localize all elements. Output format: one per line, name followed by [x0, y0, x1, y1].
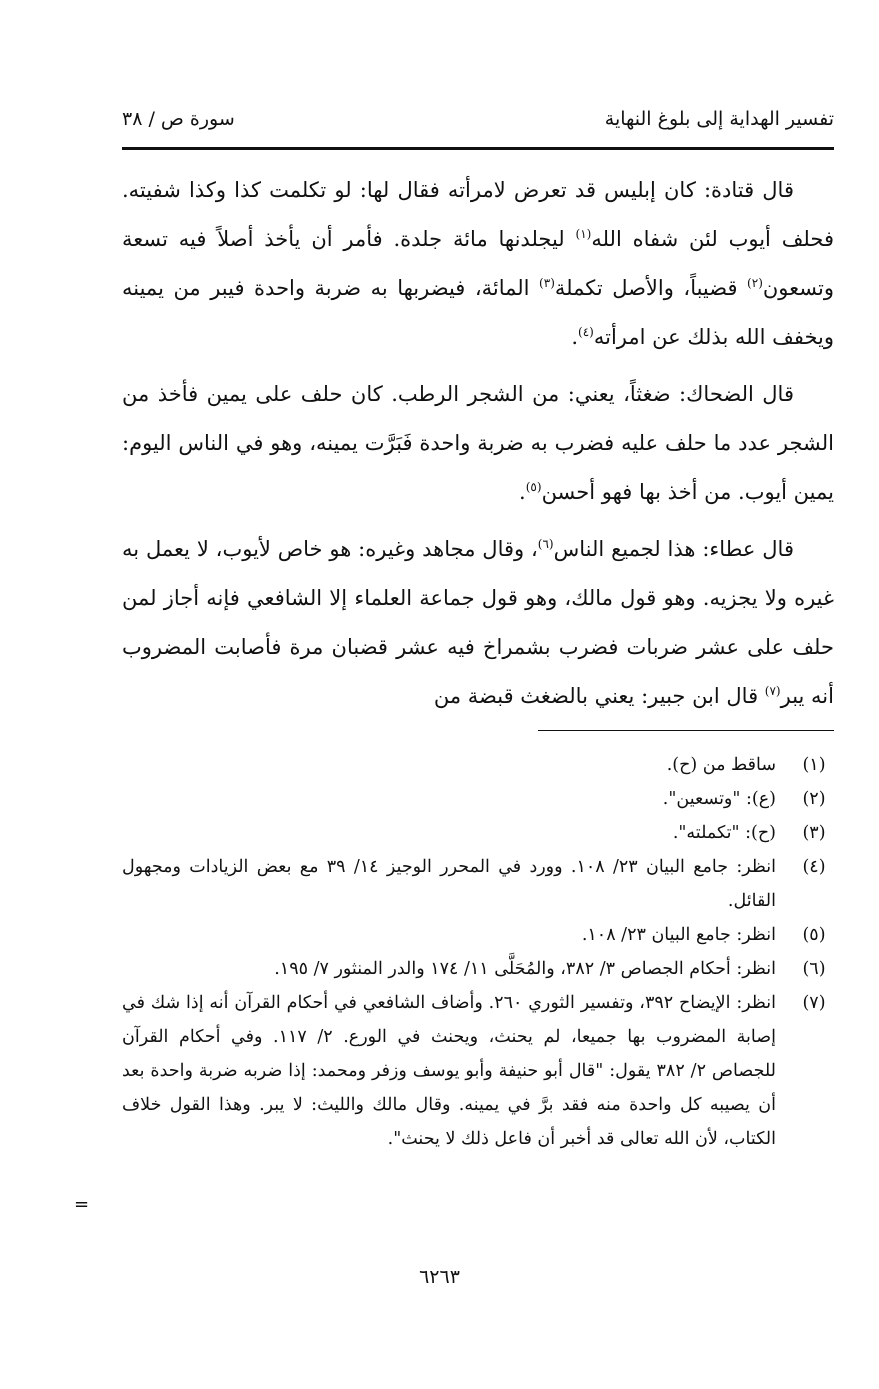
footnote-number: (١)	[802, 755, 826, 775]
header-rule	[122, 147, 834, 150]
footnote-number: (٤)	[802, 857, 826, 877]
footnote-text: (ع): "وتسعين".	[662, 789, 776, 809]
text-run: قال الضحاك: ضغثاً، يعني: من الشجر الرطب. كان حلف على يمين فأخذ من الشجر عدد ما حلف عليه فضرب به ضربة واحدة فَبَرَّت يمينه، وهو في الناس اليوم: يمين أيوب. من أخذ بها فهو أحسن	[122, 382, 834, 504]
footnote	[122, 952, 834, 986]
footnote-text: (ح): "تكملته".	[672, 823, 776, 843]
continuation-mark: =	[74, 1194, 90, 1215]
paragraph	[122, 525, 834, 721]
footnote	[122, 782, 834, 816]
footnote-text: ساقط من (ح).	[666, 755, 776, 775]
footnote-text: انظر: جامع البيان ٢٣/ ١٠٨.	[581, 925, 776, 945]
text-run: المائة، فيضربها به ضربة واحدة فيبر من يمينه ويخفف الله بذلك عن امرأته	[122, 276, 834, 349]
footnote-number: (٦)	[802, 959, 826, 979]
footnote-separator	[538, 730, 834, 731]
text-run: قضيباً، والأصل تكملة	[554, 276, 748, 300]
footnote	[122, 748, 834, 782]
footnote-ref: (٢)	[747, 276, 763, 290]
text-run: .	[571, 325, 579, 349]
footnote-number: (٢)	[802, 789, 826, 809]
footnote	[122, 816, 834, 850]
paragraph	[122, 370, 834, 517]
text-run: قال عطاء: هذا لجميع الناس	[553, 537, 794, 561]
text-run: ليجلدنها مائة جلدة. فأمر أن يأخذ أصلاً فيه تسعة وتسعون	[122, 227, 834, 300]
page-number: ٦٢٦٣	[419, 1266, 460, 1288]
text-run: قال قتادة: كان إبليس قد تعرض لامرأته فقال لها: لو تكلمت كذا وكذا شفيته. فحلف أيوب لئن شفاه الله	[122, 178, 834, 251]
footnote-text: انظر: جامع البيان ٢٣/ ١٠٨. وورد في المحرر الوجيز ١٤/ ٣٩ مع بعض الزيادات ومجهول القائل.	[122, 857, 776, 911]
footnote-text: انظر: الإيضاح ٣٩٢، وتفسير الثوري ٢٦٠. وأضاف الشافعي في أحكام القرآن أنه إذا شك في إصابة المضروب بها جميعا، لم يحنث، ويحنث في الورع. ٢/ ١١٧. وفي أحكام القرآن للجصاص ٢/ ٣٨٢ يقول: "قال أبو حنيفة وأبو يوسف وزفر ومحمد: إذا ضربه ضربة واحدة بعد أن يصيبه كل واحدة منه فقد برَّ في يمينه. وقال مالك والليث: لا يبر. وهذا القول خلاف الكتاب، لأن الله تعالى قد أخبر أن فاعل ذلك لا يحنث".	[122, 993, 776, 1149]
footnote	[122, 850, 834, 918]
footnote-number: (٧)	[802, 993, 826, 1013]
footnote-ref: (٤)	[578, 325, 594, 339]
footnote-number: (٣)	[802, 823, 826, 843]
text-run: ، وقال مجاهد وغيره: هو خاص لأيوب، لا يعمل به غيره ولا يجزيه. وهو قول مالك، وهو قول جماعة العلماء إلا الشافعي فإنه أجاز لمن حلف على عشر ضربات فضرب بشمراخ فيه عشر قضبان مرة فأصابت المضروب أنه يبر	[122, 537, 834, 708]
footnote	[122, 986, 834, 1156]
text-run: قال ابن جبير: يعني بالضغث قبضة من	[433, 684, 765, 708]
surah-page-label: سورة ص / ٣٨	[122, 108, 235, 130]
footnotes-list	[122, 748, 834, 1156]
footnote-ref: (٣)	[539, 276, 555, 290]
footnote-text: انظر: أحكام الجصاص ٣/ ٣٨٢، والمُحَلَّى ١١/ ١٧٤ والدر المنثور ٧/ ١٩٥.	[274, 959, 776, 979]
paragraph	[122, 166, 834, 362]
running-header	[122, 108, 834, 142]
book-title: تفسير الهداية إلى بلوغ النهاية	[604, 108, 834, 130]
text-run: .	[519, 480, 526, 504]
footnote-ref: (٦)	[537, 537, 554, 551]
footnote-ref: (١)	[575, 227, 592, 241]
footnote-number: (٥)	[802, 925, 826, 945]
main-text	[122, 166, 834, 729]
footnote-ref: (٥)	[525, 480, 542, 494]
footnote	[122, 918, 834, 952]
footnote-ref: (٧)	[764, 684, 781, 698]
